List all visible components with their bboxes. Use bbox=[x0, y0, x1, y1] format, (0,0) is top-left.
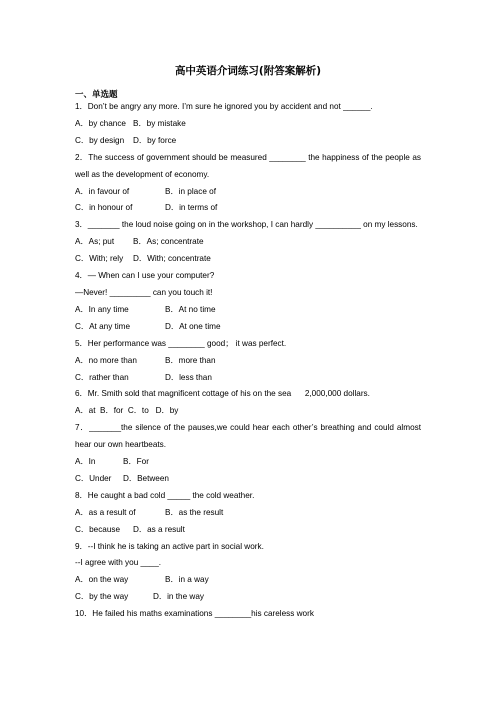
question-4-reply: —Never! _________ can you touch it! bbox=[75, 287, 213, 297]
question-1-options-ab bbox=[75, 116, 421, 133]
question-2-options-ab bbox=[75, 184, 421, 201]
option-a: A．as a result of bbox=[75, 507, 136, 517]
option-d: D．as a result bbox=[133, 524, 185, 534]
question-1-stem: 1．Don’t be angry any more. I’m sure he ignored you by accident and not ______. bbox=[75, 102, 373, 111]
option-d: D．by force bbox=[133, 135, 177, 145]
option-b: B．As; concentrate bbox=[133, 237, 204, 247]
question-9-stem: 9．--I think he is taking an active part in social work. bbox=[75, 541, 264, 551]
question-3-options-cd bbox=[75, 251, 421, 268]
option-c: C．to bbox=[127, 406, 149, 416]
option-d: D．Between bbox=[123, 473, 169, 483]
option-c: C．With; rely bbox=[75, 254, 124, 264]
option-b: B．by mistake bbox=[133, 118, 186, 128]
option-c: C．in honour of bbox=[75, 203, 133, 213]
option-b: B．At no time bbox=[165, 304, 216, 314]
question-8-stem: 8．He caught a bad cold _____ the cold weather. bbox=[75, 490, 255, 500]
question-6-stem: 6．Mr. Smith sold that magnificent cottage of his on the sea 2,000,000 dollars. bbox=[75, 389, 370, 399]
option-a: A．by chance bbox=[75, 118, 126, 128]
question-6-options bbox=[75, 403, 421, 420]
option-a: A．no more than bbox=[75, 355, 137, 365]
option-b: B．in place of bbox=[165, 186, 216, 196]
question-10-stem: 10．He failed his maths examinations ________his careless work bbox=[75, 609, 314, 619]
question-3-stem: 3．_______ the loud noise going on in the workshop, I can hardly __________ on my lessons. bbox=[75, 220, 418, 230]
question-5-stem: 5．Her performance was ________ good； it was perfect. bbox=[75, 338, 287, 348]
option-a: A．at bbox=[75, 406, 96, 416]
question-list bbox=[75, 99, 421, 623]
question-5-options-ab bbox=[75, 353, 421, 370]
option-b: B．for bbox=[100, 406, 124, 416]
question-1-options-cd bbox=[75, 133, 421, 150]
option-c: C．rather than bbox=[75, 372, 129, 382]
question-4-stem: 4．— When can I use your computer? bbox=[75, 271, 215, 281]
option-b: B．For bbox=[123, 457, 149, 467]
question-4-options-cd bbox=[75, 319, 421, 336]
question-7-options-ab bbox=[75, 454, 421, 471]
option-a: A．In bbox=[75, 457, 96, 467]
question-9-options-ab bbox=[75, 572, 421, 589]
question-9-reply: --I agree with you ____. bbox=[75, 558, 162, 568]
option-d: D．At one time bbox=[165, 321, 221, 331]
question-8-options-ab bbox=[75, 505, 421, 522]
page-title: 高中英语介词练习(附答案解析) bbox=[174, 65, 322, 77]
question-8-options-cd bbox=[75, 522, 421, 539]
question-2-stem: 2．The success of government should be measured ________ the happiness of the people as well as the development of economy. bbox=[75, 152, 421, 179]
option-d: D．by bbox=[155, 406, 179, 416]
option-a: A．As; put bbox=[75, 237, 115, 247]
option-c: C．At any time bbox=[75, 321, 131, 331]
option-a: A．on the way bbox=[75, 575, 129, 585]
option-c: C．by the way bbox=[75, 592, 129, 602]
option-d: D．in the way bbox=[153, 592, 204, 602]
option-d: D．in terms of bbox=[165, 203, 218, 213]
option-d: D．less than bbox=[165, 372, 212, 382]
question-5-options-cd bbox=[75, 370, 421, 387]
section-heading: 一、单选题 bbox=[75, 90, 118, 100]
question-3-options-ab bbox=[75, 234, 421, 251]
option-b: B．as the result bbox=[165, 507, 224, 517]
question-7-stem: 7．_______the silence of the pauses,we could hear each other’s breathing and could almost hear our own heartbeats. bbox=[75, 423, 421, 450]
option-a: A．in favour of bbox=[75, 186, 130, 196]
question-2-options-cd bbox=[75, 200, 421, 217]
option-d: D．With; concentrate bbox=[133, 254, 211, 264]
option-b: B．in a way bbox=[165, 575, 209, 585]
option-c: C．by design bbox=[75, 135, 125, 145]
option-a: A．In any time bbox=[75, 304, 129, 314]
option-b: B．more than bbox=[165, 355, 216, 365]
question-9-options-cd bbox=[75, 589, 421, 606]
question-7-options-cd bbox=[75, 471, 421, 488]
question-4-options-ab bbox=[75, 302, 421, 319]
option-c: C．Under bbox=[75, 473, 112, 483]
option-c: C．because bbox=[75, 524, 121, 534]
